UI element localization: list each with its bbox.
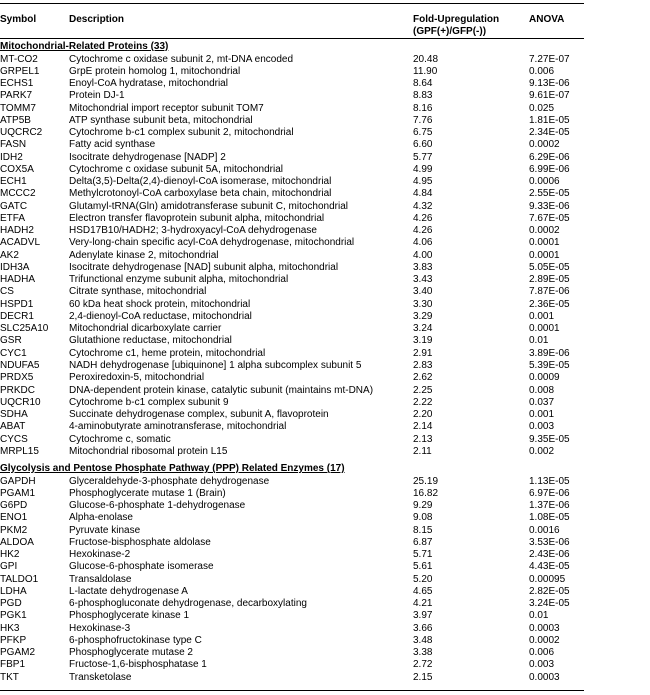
cell-description: Cytochrome b-c1 complex subunit 2, mitochondrial [69,127,294,139]
cell-description: Fructose-1,6-bisphosphatase 1 [69,659,207,671]
cell-description: 4-aminobutyrate aminotransferase, mitochondrial [69,421,287,433]
cell-anova: 2.89E-05 [529,274,570,286]
cell-anova: 0.0016 [529,524,560,536]
cell-fold-upregulation: 7.76 [413,114,433,126]
cell-symbol: SLC25A10 [0,323,49,335]
cell-anova: 6.97E-06 [529,487,570,499]
cell-fold-upregulation: 4.65 [413,585,433,597]
table-row [0,115,600,127]
cell-anova: 2.82E-05 [529,585,570,597]
cell-anova: 5.05E-05 [529,261,570,273]
cell-anova: 0.001 [529,310,555,322]
table-row [0,574,600,586]
table-row [0,188,600,200]
cell-anova: 3.89E-06 [529,347,570,359]
cell-symbol: HADH2 [0,225,34,237]
cell-fold-upregulation: 2.83 [413,360,433,371]
cell-description: Cytochrome b-c1 complex subunit 9 [69,396,229,408]
cell-description: 6-phosphogluconate dehydrogenase, decarboxylating [69,598,307,610]
cell-description: Protein DJ-1 [69,90,125,102]
cell-fold-upregulation: 6.60 [413,139,433,151]
table-row [0,78,600,90]
table-row [0,299,600,311]
cell-symbol: DECR1 [0,310,34,322]
table-row [0,586,600,598]
header-anova: ANOVA [529,14,565,25]
cell-anova: 0.0009 [529,372,560,384]
table-row [0,225,600,237]
cell-anova: 3.24E-05 [529,598,570,610]
header-symbol: Symbol [0,14,37,25]
cell-symbol: PFKP [0,634,27,646]
cell-anova: 6.29E-06 [529,151,570,163]
cell-anova: 6.99E-06 [529,163,570,175]
cell-description: Phosphoglycerate mutase 2 [69,647,193,659]
cell-fold-upregulation: 11.90 [413,65,438,77]
table-row [0,90,600,102]
table-row [0,659,600,671]
table-row [0,512,600,524]
cell-anova: 0.0002 [529,139,560,151]
top-rule [0,3,584,4]
cell-symbol: GAPDH [0,475,36,487]
cell-fold-upregulation: 3.40 [413,286,433,298]
table-row [0,635,600,647]
table-row [0,488,600,500]
header-fold-line2: (GPF(+)/GFP(-)) [413,25,487,37]
cell-description: Isocitrate dehydrogenase [NAD] subunit alpha, mitochondrial [69,261,339,273]
cell-fold-upregulation: 5.71 [413,549,433,561]
cell-symbol: LDHA [0,585,27,597]
table-row [0,598,600,610]
cell-description: Glucose-6-phosphate 1-dehydrogenase [69,500,246,512]
cell-anova: 0.0006 [529,176,560,188]
cell-anova: 9.33E-06 [529,200,570,212]
cell-fold-upregulation: 9.08 [413,512,433,524]
table-row [0,434,600,446]
table-row [0,250,600,262]
cell-description: 60 kDa heat shock protein, mitochondrial [69,298,251,310]
cell-description: Hexokinase-2 [69,549,131,561]
cell-symbol: PGD [0,598,22,610]
cell-anova: 2.43E-06 [529,549,570,561]
cell-fold-upregulation: 4.21 [413,598,433,610]
cell-description: Peroxiredoxin-5, mitochondrial [69,372,205,384]
cell-symbol: ETFA [0,212,26,224]
section-title: Mitochondrial-Related Proteins (33) [0,41,169,52]
cell-symbol: IDH3A [0,261,30,273]
table-row [0,348,600,360]
table-row [0,139,600,151]
cell-symbol: MT-CO2 [0,53,38,65]
cell-fold-upregulation: 5.61 [413,561,433,573]
cell-description: Adenylate kinase 2, mitochondrial [69,249,219,261]
cell-symbol: PGAM2 [0,647,36,659]
table-row [0,176,600,188]
header-rule [0,38,584,39]
cell-description: Cytochrome c1, heme protein, mitochondrial [69,347,266,359]
cell-description: Pyruvate kinase [69,524,141,536]
cell-fold-upregulation: 3.19 [413,335,433,347]
cell-description: 2,4-dienoyl-CoA reductase, mitochondrial [69,310,252,322]
cell-anova: 7.67E-05 [529,212,570,224]
cell-description: Citrate synthase, mitochondrial [69,286,207,298]
cell-anova: 0.006 [529,65,555,77]
cell-description: Delta(3,5)-Delta(2,4)-dienoyl-CoA isomerase, mitochondrial [69,176,332,188]
cell-fold-upregulation: 8.16 [413,102,433,114]
cell-description: Very-long-chain specific acyl-CoA dehydrogenase, mitochondrial [69,237,355,249]
cell-description: Glutamyl-tRNA(Gln) amidotransferase subunit C, mitochondrial [69,200,348,212]
cell-fold-upregulation: 2.22 [413,396,433,408]
table-row [0,525,600,537]
cell-symbol: FBP1 [0,659,26,671]
cell-symbol: IDH2 [0,151,23,163]
cell-fold-upregulation: 2.11 [413,445,432,457]
cell-symbol: G6PD [0,500,28,512]
cell-anova: 9.35E-05 [529,433,570,445]
cell-symbol: MCCC2 [0,188,36,200]
cell-description: Glucose-6-phosphate isomerase [69,561,214,573]
cell-fold-upregulation: 2.15 [413,671,433,683]
cell-symbol: CYCS [0,433,28,445]
cell-fold-upregulation: 3.97 [413,610,433,622]
cell-description: Fructose-bisphosphate aldolase [69,536,211,548]
cell-anova: 0.006 [529,647,555,659]
cell-symbol: CYC1 [0,347,27,359]
cell-anova: 0.0001 [529,237,560,249]
table-row [0,54,600,66]
cell-fold-upregulation: 3.48 [413,634,433,646]
cell-fold-upregulation: 2.91 [413,347,433,359]
table-row [0,201,600,213]
cell-symbol: ACADVL [0,237,41,249]
cell-symbol: COX5A [0,163,34,175]
header-description: Description [69,14,125,25]
cell-symbol: UQCR10 [0,396,41,408]
cell-symbol: UQCRC2 [0,127,43,139]
cell-symbol: PARK7 [0,90,33,102]
bottom-rule [0,690,584,691]
cell-description: Fatty acid synthase [69,139,156,151]
cell-anova: 5.39E-05 [529,360,570,371]
table-row [0,286,600,298]
cell-fold-upregulation: 4.06 [413,237,433,249]
cell-fold-upregulation: 5.20 [413,573,433,585]
cell-symbol: HK2 [0,549,20,561]
cell-fold-upregulation: 20.48 [413,53,439,65]
cell-anova: 0.00095 [529,573,566,585]
table-row [0,500,600,512]
cell-description: Transaldolase [69,573,132,585]
cell-fold-upregulation: 2.25 [413,384,433,396]
cell-description: Isocitrate dehydrogenase [NADP] 2 [69,151,226,163]
header-fold-upregulation [413,14,543,37]
cell-anova: 0.003 [529,421,555,433]
cell-anova: 3.53E-06 [529,536,570,548]
cell-fold-upregulation: 2.13 [413,433,433,445]
cell-description: Alpha-enolase [69,512,133,524]
cell-anova: 0.01 [529,610,549,622]
cell-fold-upregulation: 16.82 [413,487,439,499]
cell-anova: 0.0002 [529,634,560,646]
cell-description: Cytochrome c, somatic [69,433,171,445]
table-row [0,672,600,684]
cell-description: Cytochrome c oxidase subunit 5A, mitochondrial [69,163,283,175]
cell-anova: 0.025 [529,102,555,114]
cell-anova: 2.55E-05 [529,188,570,200]
cell-fold-upregulation: 2.14 [413,421,433,433]
cell-anova: 0.0002 [529,225,560,237]
cell-fold-upregulation: 3.83 [413,261,433,273]
cell-fold-upregulation: 3.66 [413,622,433,634]
cell-description: Mitochondrial dicarboxylate carrier [69,323,222,335]
cell-anova: 0.003 [529,659,555,671]
cell-symbol: HADHA [0,274,36,286]
cell-symbol: GATC [0,200,28,212]
table-row [0,360,600,372]
cell-anova: 0.0001 [529,323,560,335]
table-row [0,623,600,635]
cell-symbol: TKT [0,671,19,683]
cell-fold-upregulation: 3.30 [413,298,433,310]
cell-anova: 1.13E-05 [529,475,570,487]
cell-symbol: ENO1 [0,512,28,524]
cell-symbol: NDUFA5 [0,360,40,371]
cell-description: Trifunctional enzyme subunit alpha, mitochondrial [69,274,289,286]
header-fold-line1: Fold-Upregulation [413,14,500,25]
cell-anova: 9.61E-07 [529,90,570,102]
cell-symbol: ATP5B [0,114,31,126]
table-row [0,335,600,347]
cell-symbol: GPI [0,561,18,573]
table-row [0,372,600,384]
table-row [0,476,600,488]
cell-description: Phosphoglycerate kinase 1 [69,610,190,622]
cell-fold-upregulation: 3.29 [413,310,433,322]
cell-symbol: FASN [0,139,27,151]
cell-anova: 1.37E-06 [529,500,570,512]
cell-description: HSD17B10/HADH2; 3-hydroxyacyl-CoA dehydrogenase [69,225,317,237]
cell-fold-upregulation: 3.24 [413,323,433,335]
table-row [0,446,600,458]
table-row [0,127,600,139]
cell-description: Hexokinase-3 [69,622,131,634]
table-row [0,237,600,249]
cell-description: Methylcrotonoyl-CoA carboxylase beta chain, mitochondrial [69,188,332,200]
cell-fold-upregulation: 2.20 [413,409,433,421]
cell-symbol: ECH1 [0,176,27,188]
cell-description: Mitochondrial import receptor subunit TOM7 [69,102,264,114]
cell-description: Glyceraldehyde-3-phosphate dehydrogenase [69,475,270,487]
cell-symbol: HSPD1 [0,298,34,310]
table-row [0,66,600,78]
table-row [0,213,600,225]
table-row [0,103,600,115]
cell-description: Enoyl-CoA hydratase, mitochondrial [69,78,228,90]
cell-anova: 0.008 [529,384,555,396]
cell-anova: 0.0001 [529,249,560,261]
cell-anova: 0.001 [529,409,555,421]
cell-symbol: MRPL15 [0,445,39,457]
table-row [0,274,600,286]
cell-fold-upregulation: 8.64 [413,78,433,90]
table-row [0,323,600,335]
cell-description: Cytochrome c oxidase subunit 2, mt-DNA encoded [69,53,293,65]
cell-description: 6-phosphofructokinase type C [69,634,202,646]
table-row [0,385,600,397]
cell-symbol: PRDX5 [0,372,34,384]
cell-symbol: ECHS1 [0,78,34,90]
cell-description: Glutathione reductase, mitochondrial [69,335,232,347]
cell-anova: 1.08E-05 [529,512,570,524]
cell-fold-upregulation: 2.72 [413,659,433,671]
cell-fold-upregulation: 8.15 [413,524,433,536]
cell-description: Transketolase [69,671,132,683]
table-row [0,610,600,622]
cell-anova: 7.87E-06 [529,286,570,298]
cell-fold-upregulation: 5.77 [413,151,433,163]
cell-description: DNA-dependent protein kinase, catalytic subunit (maintains mt-DNA) [69,384,374,396]
cell-anova: 1.81E-05 [529,114,570,126]
cell-description: L-lactate dehydrogenase A [69,585,188,597]
cell-symbol: TALDO1 [0,573,39,585]
cell-description: NADH dehydrogenase [ubiquinone] 1 alpha subcomplex subunit 5 [69,360,362,371]
cell-fold-upregulation: 4.32 [413,200,433,212]
cell-description: Succinate dehydrogenase complex, subunit A, flavoprotein [69,409,329,421]
cell-anova: 0.037 [529,396,555,408]
cell-symbol: ABAT [0,421,26,433]
cell-fold-upregulation: 4.95 [413,176,433,188]
cell-symbol: AK2 [0,249,19,261]
cell-symbol: PRKDC [0,384,36,396]
cell-anova: 7.27E-07 [529,53,570,65]
section-title: Glycolysis and Pentose Phosphate Pathway (PPP) Related Enzymes (17) [0,463,345,474]
table-row [0,561,600,573]
cell-symbol: HK3 [0,622,20,634]
table-row [0,311,600,323]
cell-anova: 0.002 [529,445,555,457]
cell-fold-upregulation: 25.19 [413,475,439,487]
cell-fold-upregulation: 4.26 [413,212,433,224]
cell-anova: 0.0003 [529,671,560,683]
table-row [0,164,600,176]
cell-symbol: ALDOA [0,536,34,548]
cell-fold-upregulation: 4.26 [413,225,433,237]
cell-anova: 0.0003 [529,622,560,634]
cell-anova: 2.36E-05 [529,298,570,310]
cell-description: ATP synthase subunit beta, mitochondrial [69,114,253,126]
cell-description: Mitochondrial ribosomal protein L15 [69,445,228,457]
cell-symbol: PKM2 [0,524,28,536]
cell-fold-upregulation: 9.29 [413,500,433,512]
cell-symbol: PGK1 [0,610,27,622]
cell-anova: 4.43E-05 [529,561,570,573]
table-row [0,549,600,561]
cell-fold-upregulation: 4.84 [413,188,433,200]
cell-description: GrpE protein homolog 1, mitochondrial [69,65,241,77]
table-row [0,152,600,164]
cell-description: Phosphoglycerate mutase 1 (Brain) [69,487,226,499]
cell-fold-upregulation: 4.99 [413,163,433,175]
cell-symbol: GRPEL1 [0,65,40,77]
cell-fold-upregulation: 6.75 [413,127,433,139]
table-row [0,262,600,274]
cell-symbol: TOMM7 [0,102,36,114]
cell-fold-upregulation: 3.43 [413,274,433,286]
cell-description: Electron transfer flavoprotein subunit alpha, mitochondrial [69,212,325,224]
cell-symbol: SDHA [0,409,28,421]
cell-anova: 2.34E-05 [529,127,570,139]
table-row [0,537,600,549]
cell-fold-upregulation: 4.00 [413,249,433,261]
table-row [0,421,600,433]
table-row [0,397,600,409]
table-row [0,647,600,659]
cell-fold-upregulation: 2.62 [413,372,433,384]
cell-fold-upregulation: 8.83 [413,90,433,102]
cell-symbol: CS [0,286,14,298]
cell-fold-upregulation: 3.38 [413,647,433,659]
table-row [0,409,600,421]
cell-symbol: GSR [0,335,22,347]
cell-anova: 0.01 [529,335,549,347]
cell-anova: 9.13E-06 [529,78,570,90]
cell-fold-upregulation: 6.87 [413,536,433,548]
cell-symbol: PGAM1 [0,487,36,499]
